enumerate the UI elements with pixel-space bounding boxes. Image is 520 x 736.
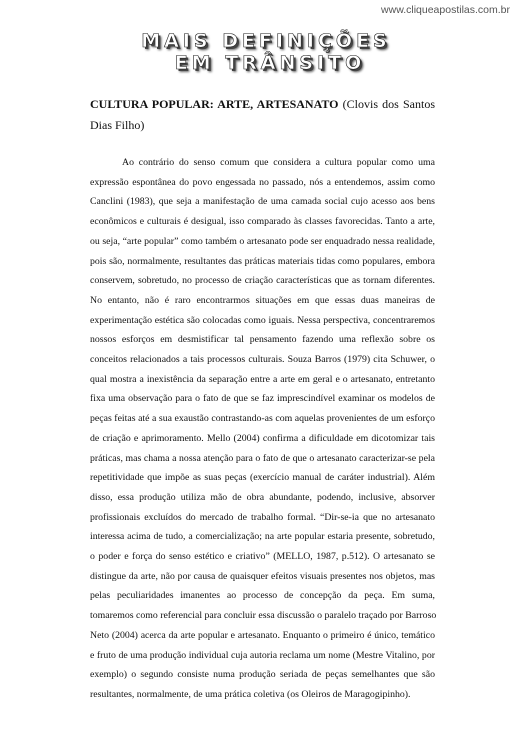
article-heading [90, 94, 435, 136]
body-line: Neto (2004) acerca da arte popular e artesanato. Enquanto o primeiro é único, temático [90, 629, 435, 641]
body-line: peças feitas até a sua exaustão contrastando-as com aquelas provenientes de um esforço [90, 413, 435, 425]
section-banner [0, 30, 520, 74]
body-line: ou seja, “arte popular” como também o artesanato pode ser enquadrado nessa realidade, [90, 235, 435, 247]
body-line: econômicos e culturais é desigual, isso comparado às classes favorecidas. Tanto a arte, [90, 216, 435, 228]
body-line: Canclini (1983), que seja a manifestação de uma camada social cujo acesso aos bens [90, 196, 435, 208]
banner-line-2: EM TRÂNSITO [174, 52, 366, 74]
body-line: distingue da arte, não por causa de quaisquer efeitos visuais presentes nos objetos, mas [90, 570, 435, 582]
body-line: qual mostra a inexistência da separação entre a arte em geral e o artesanato, entretanto [90, 373, 435, 385]
body-line: No entanto, não é raro encontrarmos situações em que essas duas maneiras de [90, 294, 435, 306]
body-line: disso, essa produção utiliza mão de obra abundante, podendo, inclusive, absorver [90, 491, 435, 503]
body-line: repetitividade que impõe as suas peças (exercício manual de caráter industrial). Além [90, 472, 435, 484]
article-author: (Clovis dos Santos Dias Filho) [90, 97, 435, 132]
article-title: CULTURA POPULAR: ARTE, ARTESANATO [90, 97, 339, 111]
body-line: Ao contrário do senso comum que considera a cultura popular como uma [122, 157, 435, 168]
body-line: resultantes, normalmente, de uma prática coletiva (os Oleiros de Maragogipinho). [90, 688, 411, 700]
body-line: exemplo) o segundo consiste numa produção seriada de peças semelhantes que são [90, 669, 435, 681]
body-line: fixa uma observação para o fato de que se faz imprescindível examinar os modelos de [90, 393, 435, 405]
body-line: pois são, normalmente, resultantes das práticas materiais tidas como populares, embora [90, 255, 435, 267]
body-line: expressão espontânea do povo engessada no passado, nós a entendemos, assim como [90, 176, 435, 188]
body-line: conservem, sobretudo, no processo de criação características que as tornam diferentes. [90, 275, 435, 287]
body-line: de criação e aprimoramento. Mello (2004) confirma a dificuldade em dicotomizar tais [90, 432, 435, 444]
site-url: www.cliqueapostilas.com.br [381, 4, 510, 16]
body-line: profissionais excluídos do mercado de trabalho formal. “Dir-se-ia que no artesanato [90, 511, 435, 523]
banner-line-1: MAIS DEFINIÇÕES [141, 30, 391, 52]
body-line: práticas, mas chama a nossa atenção para o fato de que o artesanato caracterizar-se pela [90, 452, 435, 464]
body-line: tomaremos como referencial para concluir essa discussão o paralelo traçado por Barroso [90, 610, 437, 622]
body-line: pelas peculiaridades imanentes ao processo de concepção da peça. Em suma, [90, 590, 435, 602]
body-line: nossos esforços em desmistificar tal pensamento fazendo uma reflexão sobre os [90, 334, 435, 346]
body-line: conceitos relacionados a tais processos culturais. Souza Barros (1979) cita Schuwer, o [90, 354, 435, 366]
body-line: interessa acima de tudo, a comercialização; na arte popular estaria presente, sobretudo, [90, 531, 435, 543]
body-line: o poder e força do senso estético e criativo” (MELLO, 1987, p.512). O artesanato se [90, 551, 435, 563]
body-line: experimentação estética são colocadas como iguais. Nessa perspectiva, concentraremos [90, 314, 435, 326]
article-body [90, 153, 435, 705]
body-line: e fruto de uma produção individual cuja autoria reclama um nome (Mestre Vitalino, por [90, 649, 435, 661]
